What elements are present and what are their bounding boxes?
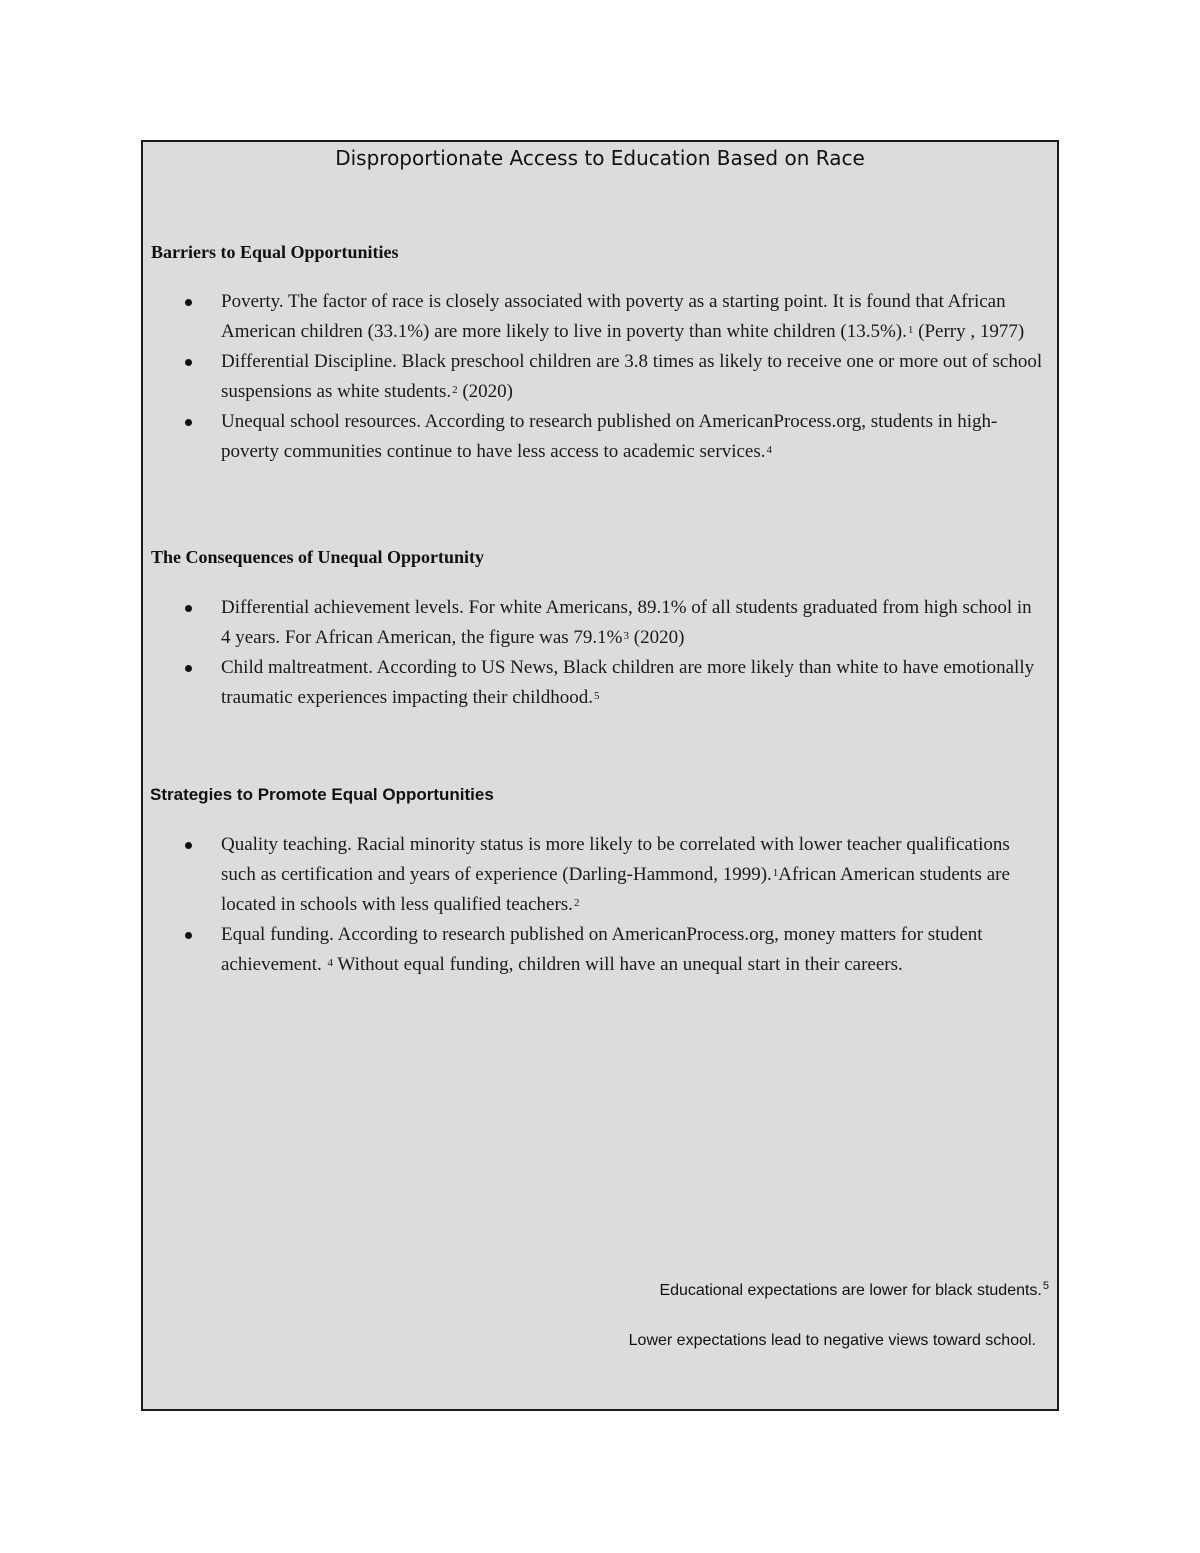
list-item: Differential achievement levels. For white Americans, 89.1% of all students graduated from high school in 4 years. For African American, the figure was 79.1%$^3$ (2020)	[143, 593, 1043, 653]
list-item: Quality teaching. Racial minority status is more likely to be correlated with lower teacher qualifications such as certification and years of experience (Darling-Hammond, 1999).$^1$African American students are located in schools with less qualified teachers.$^2$	[143, 830, 1043, 920]
section-heading-consequences: The Consequences of Unequal Opportunity	[151, 547, 485, 567]
views-note: Lower expectations lead to negative views toward school.	[628, 1332, 1036, 1349]
document-box	[141, 140, 1059, 1411]
bullet-icon	[185, 359, 192, 366]
bullet-icon	[185, 419, 192, 426]
bullet-icon	[185, 299, 192, 306]
barriers-list	[143, 287, 1043, 467]
page-title: Disproportionate Access to Education Based on Race	[335, 146, 865, 170]
list-item: Equal funding. According to research published on AmericanProcess.org, money matters for student achievement. $^4$ Without equal funding, children will have an unequal start in their careers.	[143, 920, 1043, 980]
list-item: Differential Discipline. Black preschool children are 3.8 times as likely to receive one or more out of school suspensions as white students.$^2$ (2020)	[143, 347, 1043, 407]
list-item: Unequal school resources. According to research published on AmericanProcess.org, students in high-poverty communities continue to have less access to academic services.$^4$	[143, 407, 1043, 467]
section-heading-barriers: Barriers to Equal Opportunities	[151, 242, 399, 262]
section-heading-strategies: Strategies to Promote Equal Opportunities	[150, 785, 494, 804]
bullet-icon	[185, 932, 192, 939]
bullet-icon	[185, 842, 192, 849]
list-item: Poverty. The factor of race is closely associated with poverty as a starting point. It is found that African American children (33.1%) are more likely to live in poverty than white children (13.5%).$^1$ (Perry , 1977)	[143, 287, 1043, 347]
expectations-note: Educational expectations are lower for black students.$^5$	[659, 1280, 1049, 1299]
bullet-icon	[185, 665, 192, 672]
consequences-list	[143, 593, 1043, 713]
strategies-list	[143, 830, 1043, 980]
bullet-icon	[185, 605, 192, 612]
list-item: Child maltreatment. According to US News, Black children are more likely than white to have emotionally traumatic experiences impacting their childhood.$^5$	[143, 653, 1043, 713]
